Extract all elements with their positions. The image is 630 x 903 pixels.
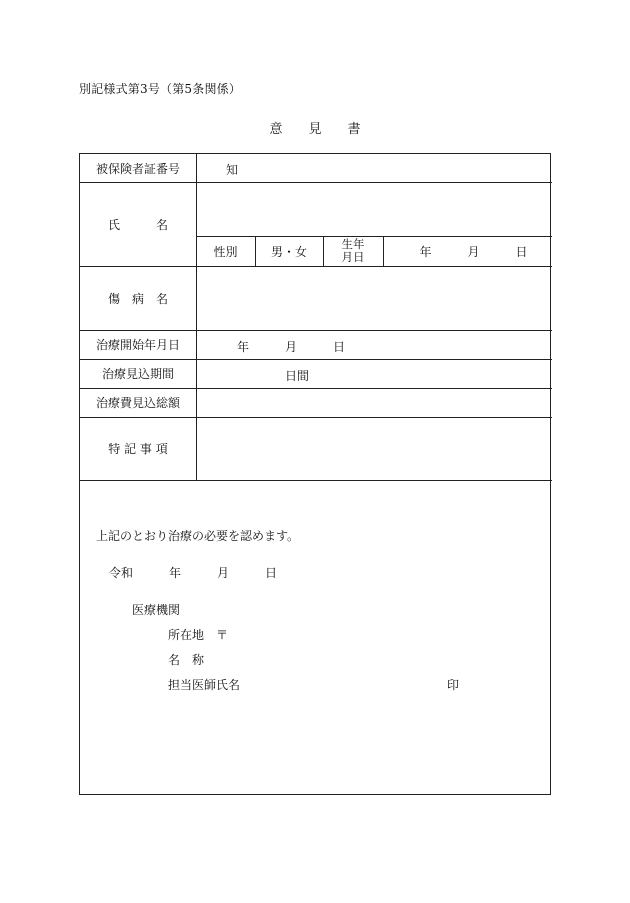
insured-number-prefix: 知 [226, 163, 239, 177]
remarks-field[interactable] [197, 418, 552, 480]
remarks-label: 特 記 事 項 [108, 442, 168, 456]
form-reference: 別記様式第3号（第5条関係） [79, 82, 242, 96]
document-title: 意 見 書 [269, 122, 361, 137]
period-label: 治療見込期間 [101, 367, 174, 381]
start-date-field[interactable]: 年 月 日 [237, 340, 346, 354]
cost-field[interactable] [197, 389, 552, 417]
disease-label: 傷 病 名 [107, 291, 168, 306]
cost-label: 治療費見込総額 [95, 396, 180, 410]
row-divider [80, 480, 552, 481]
certification-date[interactable]: 令和 年 月 日 [109, 566, 278, 580]
birth-label-line1: 生年 [341, 237, 365, 251]
institution-label: 医療機関 [132, 603, 181, 617]
insured-number-label: 被保険者証番号 [95, 161, 180, 176]
disease-field[interactable] [197, 267, 552, 330]
name-field[interactable] [197, 183, 552, 236]
institution-name-label: 名 称 [168, 653, 205, 667]
certification-statement: 上記のとおり治療の必要を認めます。 [96, 529, 300, 543]
birth-date-label [323, 236, 383, 266]
birth-date-field[interactable]: 年 月 日 [419, 244, 528, 259]
birth-label-line2: 月日 [341, 250, 365, 264]
doctor-name-label: 担当医師氏名 [168, 678, 241, 692]
name-label: 氏 名 [107, 217, 168, 232]
seal-mark: 印 [447, 678, 460, 692]
address-label: 所在地 〒 [168, 628, 229, 642]
start-date-label: 治療開始年月日 [95, 338, 180, 352]
period-field[interactable]: 日間 [285, 369, 310, 383]
opinion-form-table [79, 153, 551, 795]
sex-label: 性別 [213, 244, 238, 259]
insured-number-field[interactable] [240, 154, 552, 182]
sex-options[interactable]: 男・女 [270, 244, 307, 259]
